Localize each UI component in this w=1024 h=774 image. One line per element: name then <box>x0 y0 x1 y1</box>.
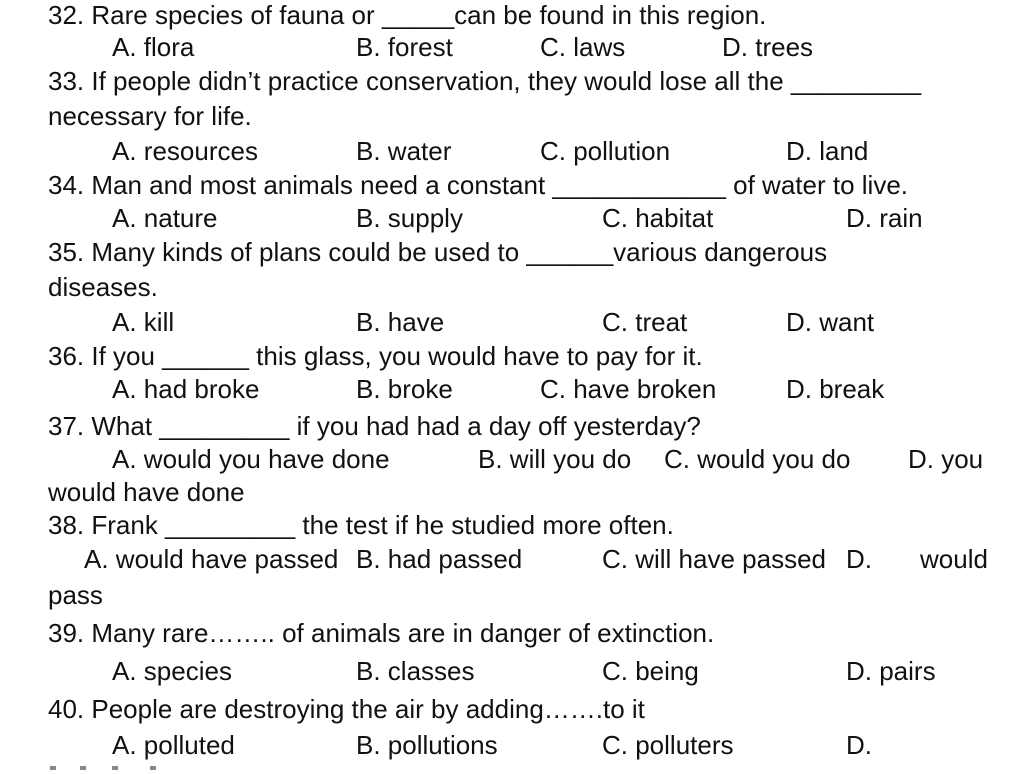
option-d: D. pairs <box>846 656 936 686</box>
option-b: B. pollutions <box>356 730 498 760</box>
option-b: B. will you do <box>478 444 632 474</box>
option-a: A. kill <box>112 307 175 337</box>
question-39-options <box>0 654 1024 688</box>
option-c: C. would you do <box>664 444 851 474</box>
option-c: C. being <box>602 656 699 686</box>
question-34-stem <box>0 168 1024 202</box>
question-text-cont: diseases. <box>48 272 158 302</box>
question-33-stem <box>0 64 1024 98</box>
option-b: B. classes <box>356 656 475 686</box>
question-32-options <box>0 30 1024 64</box>
question-text-cont: necessary for life. <box>48 101 252 131</box>
question-text: 37. What _________ if you had had a day off yesterday? <box>48 411 701 441</box>
text-fragment <box>50 766 56 770</box>
option-d-text: would <box>920 544 988 574</box>
question-37-stem <box>0 409 1024 443</box>
question-text: 35. Many kinds of plans could be used to ______various dangerous <box>48 237 828 267</box>
text-fragment <box>112 766 118 770</box>
option-a: A. polluted <box>112 730 235 760</box>
question-34-options <box>0 201 1024 235</box>
option-a: A. species <box>112 656 232 686</box>
option-d: D. <box>846 730 872 760</box>
question-text: 32. Rare species of fauna or _____can be found in this region. <box>48 0 767 30</box>
option-d: D. land <box>786 136 869 166</box>
option-b: B. have <box>356 307 445 337</box>
question-40-stem <box>0 692 1024 726</box>
question-35-options <box>0 305 1024 339</box>
question-32-stem <box>0 0 1024 32</box>
option-d: D. you <box>908 444 984 474</box>
option-d-cont: pass <box>48 580 103 610</box>
option-d-cont: would have done <box>48 477 245 507</box>
question-text: 38. Frank _________ the test if he studied more often. <box>48 510 674 540</box>
option-c: C. habitat <box>602 203 714 233</box>
question-39-stem <box>0 616 1024 650</box>
question-36-options <box>0 372 1024 406</box>
option-d: D. break <box>786 374 885 404</box>
option-c: C. treat <box>602 307 688 337</box>
option-b: B. broke <box>356 374 453 404</box>
question-text: 40. People are destroying the air by adding…….to it <box>48 694 645 724</box>
option-d: D. trees <box>722 32 814 62</box>
option-c: C. polluters <box>602 730 734 760</box>
question-37-options-cont <box>0 475 1024 509</box>
question-37-options <box>0 442 1024 476</box>
cut-off-next-line <box>0 766 200 774</box>
question-38-options-cont <box>0 578 1024 612</box>
question-text: 36. If you ______ this glass, you would have to pay for it. <box>48 341 703 371</box>
option-a: A. nature <box>112 203 218 233</box>
option-c: C. pollution <box>540 136 671 166</box>
question-33-stem-cont <box>0 99 1024 133</box>
text-fragment <box>150 766 156 770</box>
question-text: 33. If people didn’t practice conservation, they would lose all the _________ <box>48 66 922 96</box>
question-35-stem-cont <box>0 270 1024 304</box>
option-a: A. resources <box>112 136 258 166</box>
option-c: C. laws <box>540 32 626 62</box>
question-38-options <box>0 542 1024 576</box>
option-a: A. would have passed <box>84 544 339 574</box>
question-text: 39. Many rare…….. of animals are in danger of extinction. <box>48 618 715 648</box>
option-a: A. would you have done <box>112 444 390 474</box>
option-b: B. water <box>356 136 452 166</box>
option-d: D. <box>846 544 872 574</box>
question-35-stem <box>0 235 1024 269</box>
question-text: 34. Man and most animals need a constant ____________ of water to live. <box>48 170 909 200</box>
question-38-stem <box>0 508 1024 542</box>
option-c: C. have broken <box>540 374 717 404</box>
option-a: A. flora <box>112 32 195 62</box>
option-d: D. want <box>786 307 875 337</box>
option-d: D. rain <box>846 203 923 233</box>
option-c: C. will have passed <box>602 544 826 574</box>
question-40-options <box>0 728 1024 762</box>
option-b: B. had passed <box>356 544 523 574</box>
option-b: B. supply <box>356 203 463 233</box>
option-a: A. had broke <box>112 374 260 404</box>
question-33-options <box>0 134 1024 168</box>
question-36-stem <box>0 339 1024 373</box>
option-b: B. forest <box>356 32 453 62</box>
text-fragment <box>80 766 86 770</box>
